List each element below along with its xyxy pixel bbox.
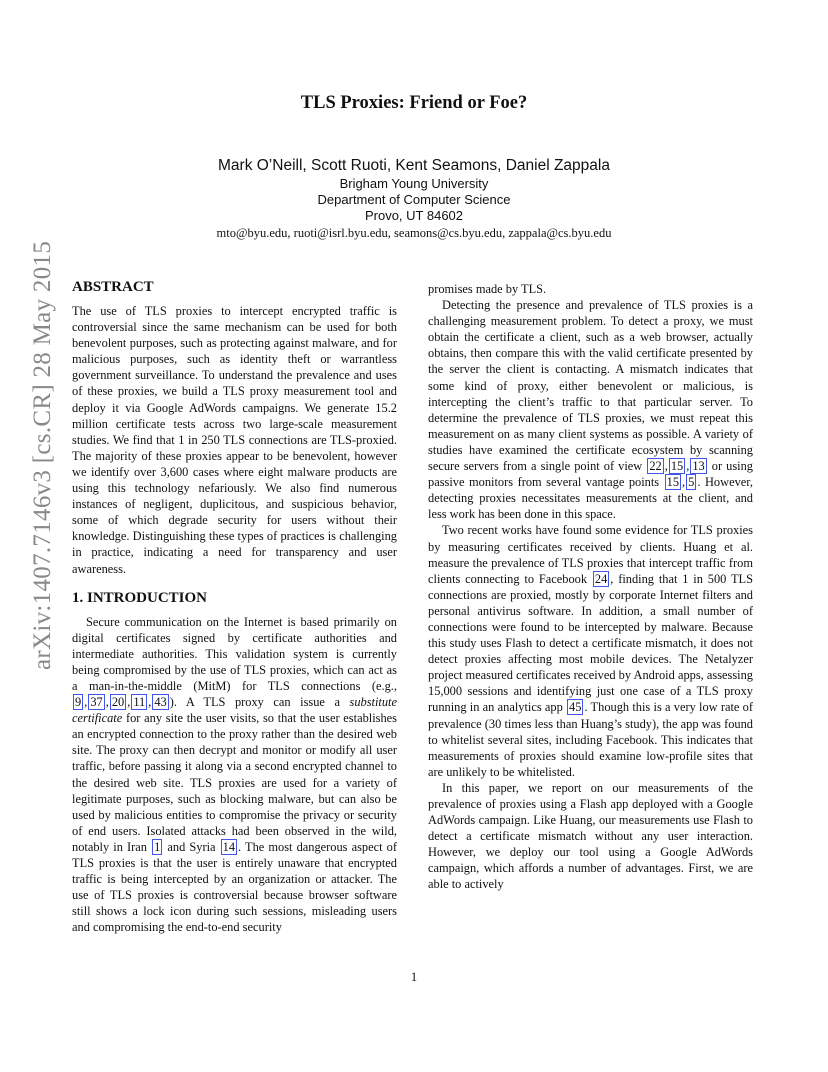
citation-link[interactable]: 5 bbox=[688, 475, 695, 490]
citation-link[interactable]: 43 bbox=[154, 695, 167, 710]
abstract-heading: ABSTRACT bbox=[72, 279, 154, 295]
arxiv-stamp: arXiv:1407.7146v3 [cs.CR] 28 May 2015 bbox=[29, 240, 56, 670]
citation-link[interactable]: 37 bbox=[90, 695, 103, 710]
citation-link[interactable]: 24 bbox=[594, 571, 608, 586]
intro-paragraph-1-continued: promises made by TLS. bbox=[428, 282, 547, 296]
affiliation-department: Department of Computer Science bbox=[317, 192, 511, 207]
left-column bbox=[72, 278, 397, 935]
citation-link[interactable]: 22 bbox=[649, 459, 662, 474]
affiliation-university: Brigham Young University bbox=[339, 176, 489, 191]
page-number: 1 bbox=[410, 970, 418, 984]
abstract-text: The use of TLS proxies to intercept encrypted traffic is controversial since the same mechanism can be used for both benevolent purposes, such as protecting against malware, and for malicious purposes, such as identity theft or warrantless government surveillance. To understand the prevalence and uses of these proxies, we build a TLS proxy measurement tool and deploy it via Google AdWords campaigns. We generate 15.2 million certificate tests across two large-scale measurement studies. We find that 1 in 250 TLS connections are TLS-proxied. The majority of these proxies appear to be benevolent, however we identify over 3,600 cases where eight malware products are using this technology nefariously. We also find numerous instances of negligent, duplicitous, and suspicious behavior, some of which degrade security for users without their knowledge. Distinguishing these types of practices is challenging in practice, indicating a need for transparency and user awareness. bbox=[72, 304, 397, 576]
affiliation-address: Provo, UT 84602 bbox=[364, 208, 464, 223]
author-emails: mto@byu.edu, ruoti@isrl.byu.edu, seamons@cs.byu.edu, zappala@cs.byu.edu bbox=[216, 226, 612, 240]
citation-link[interactable]: 45 bbox=[569, 700, 582, 715]
intro-paragraph-3: Two recent works have found some evidence for TLS proxies by measuring certificates received by clients. Huang et al. measure the prevalence of TLS proxies that intercept traffic from clients connecting to Facebook 24 , finding that 1 in 500 TLS connections are proxied, mostly by corporate Internet filters and personal antivirus software. In addition, a small number of connections were found to be intercepted by malware. Because this study uses Flash to detect a certificate mismatch, it does not detect proxies affecting most mobile devices. The Netalyzer project measured certificates received by Android apps, assessing 15,000 sessions and identifying just one case of a TLS proxy running in an analytics app 45 . Though this is a very low rate of prevalence (30 times less than Huang’s study), the app was found to whitelist several sites, including Facebook. This indicates that measurements of proxies should examine low-profile sites that are unlikely to be whitelisted. bbox=[428, 523, 753, 779]
intro-paragraph-2: Detecting the presence and prevalence of TLS proxies is a challenging measurement problem. To detect a proxy, we must obtain the certificate a client, such as a web browser, actually obtains, then compare this with the valid certificate presented by the server the client is contacting. A mismatch indicates that some kind of proxy, either benevolent or malicious, is intercepting the client’s traffic to that particular server. To determine the prevalence of TLS proxies, we must repeat this measurement on as many client systems as possible. A variety of studies have examined the certificate ecosystem by scanning secure servers from a single point of view 22 , 15 , 13 or using passive monitors from several vantage points 15 , 5 . However, detecting proxies necessitates measurements at the client, and less work has been done in this space. bbox=[428, 298, 754, 522]
citation-link[interactable]: 9 bbox=[75, 695, 82, 710]
citation-link[interactable]: 13 bbox=[692, 459, 705, 474]
author-list: Mark O’Neill, Scott Ruoti, Kent Seamons, Daniel Zappala bbox=[218, 157, 610, 174]
emphasized-term: substitute certificate bbox=[72, 695, 397, 726]
citation-link[interactable]: 15 bbox=[670, 459, 684, 474]
citation-link[interactable]: 1 bbox=[154, 839, 161, 854]
intro-paragraph-4: In this paper, we report on our measurements of the prevalence of proxies using a Flash app deployed with a Google AdWords campaign. Like Huang, our measurements use Flash to detect a certificate mismatch without any user interaction. However, we deploy our tool using a Google AdWords campaign, which affords a number of advantages. First, we are able to actively bbox=[428, 780, 753, 892]
intro-paragraph-1: Secure communication on the Internet is based primarily on digital certificates signed by certificate authorities and intermediate authorities. This validation system is currently being compromised by the use of TLS proxies, which can act as a man-in-the-middle (MitM) for TLS connections (e.g., 9 , 37 , 20 , 11 , 43 ). A TLS proxy can issue a substitute certificate for any site the user visits, so that the user establishes an encrypted connection to the proxy rather than the desired web site. The proxy can then decrypt and monitor or modify all user traffic, before passing it along via a second encrypted channel to the desired web site. TLS proxies are used for a variety of legitimate purposes, such as blocking malware, but can also be used by malicious entities to compromise the privacy or security of end users. Isolated attacks had been observed in the wild, notably in Iran 1 and Syria 14 . The most dangerous aspect of TLS proxies is that the user is entirely unaware that encrypted traffic is being intercepted by an organization or attacker. The use of TLS proxies is controversial because browser software still shows a lock icon during such sessions, misleading users and compromising the end-to-end security bbox=[72, 614, 397, 935]
introduction-heading: 1. INTRODUCTION bbox=[72, 589, 208, 606]
citation-link[interactable]: 14 bbox=[222, 839, 236, 854]
citation-link[interactable]: 15 bbox=[666, 475, 680, 490]
right-column bbox=[428, 281, 753, 893]
paper-title: TLS Proxies: Friend or Foe? bbox=[300, 93, 528, 113]
citation-link[interactable]: 20 bbox=[111, 695, 125, 710]
citation-link[interactable]: 11 bbox=[133, 695, 146, 710]
